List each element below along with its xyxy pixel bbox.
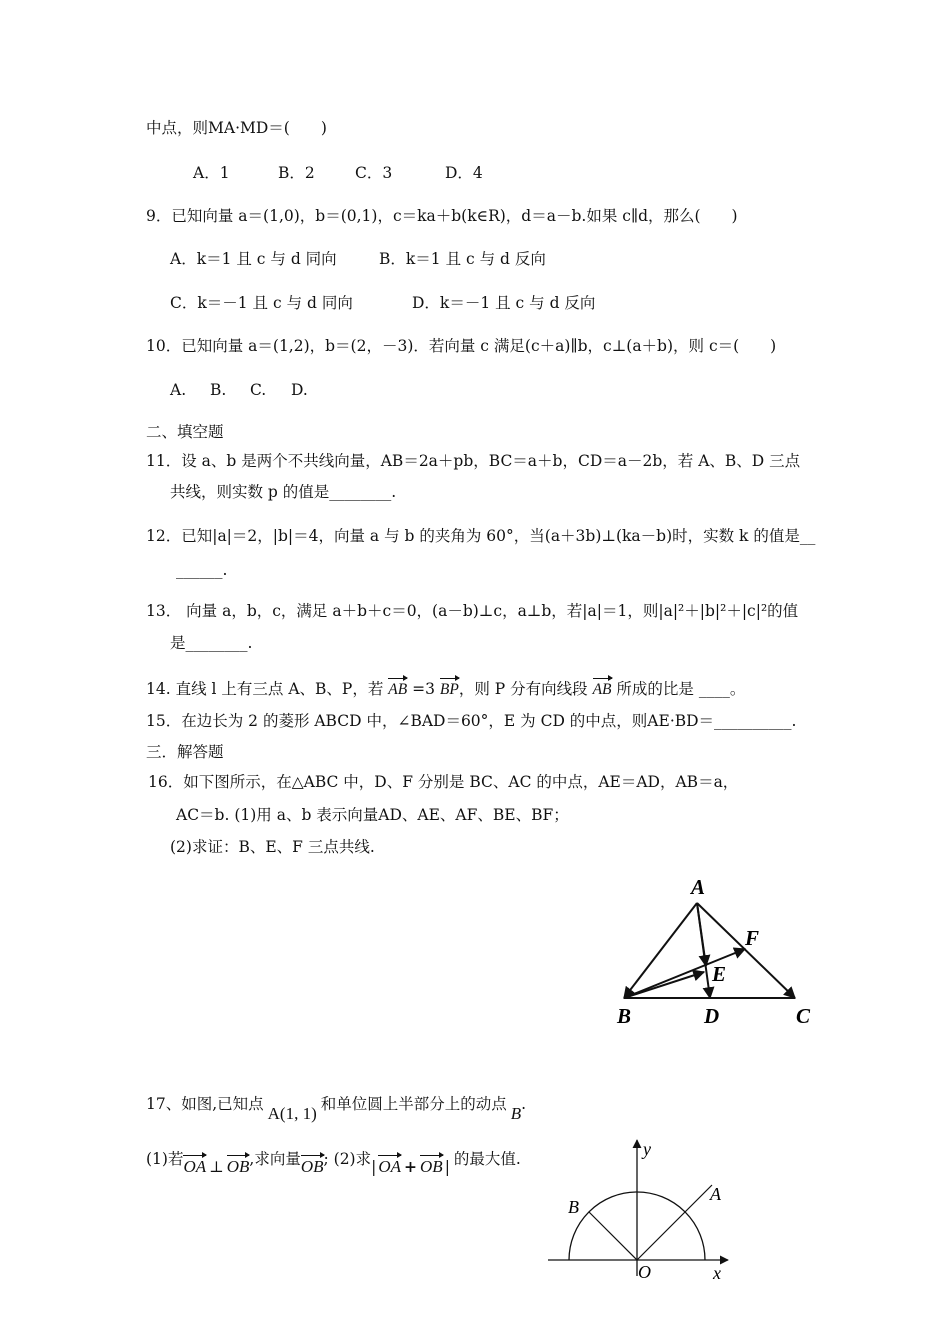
q17-text-end: .	[521, 1095, 527, 1113]
q17-l2-mid2: ; (2)求	[323, 1150, 372, 1168]
segment-ob	[589, 1212, 637, 1260]
q10-stem: 10．已知向量 a＝(1,2)，b＝(2，－3)．若向量 c 满足(c＋a)∥b，c⊥(a＋b)，则 c＝( )	[146, 337, 777, 355]
vector-ob-2: OB	[301, 1153, 324, 1177]
label-b: B	[617, 1004, 632, 1028]
label-c: C	[796, 1004, 811, 1028]
label-d: D	[704, 1004, 720, 1028]
unit-circle-figure	[540, 1130, 750, 1290]
q12-line1: 12．已知|a|＝2，|b|＝4，向量 a 与 b 的夹角为 60°，当(a＋3b)⊥(ka－b)时，实数 k 的值是__	[146, 527, 816, 545]
vector-oa-2: OA	[378, 1153, 401, 1177]
q8-option-c: C．3	[355, 164, 393, 182]
q9-option-a: A．k＝1 且 c 与 d 同向	[170, 250, 337, 268]
q17-text-pre: 17、如图,已知点	[146, 1095, 264, 1113]
q17-l2-end: 的最大值.	[453, 1150, 521, 1168]
q10-option-b: B.	[210, 381, 227, 399]
q10-option-c: C.	[250, 381, 267, 399]
vector-oa: OA	[183, 1153, 206, 1177]
q10-option-d: D.	[291, 381, 308, 399]
perp-symbol: ⊥	[209, 1158, 224, 1176]
vector-ab: AB	[388, 676, 407, 700]
q17-line1	[146, 1094, 527, 1123]
q11-line1: 11．设 a、b 是两个不共线向量，AB＝2a＋pb，BC＝a＋b，CD＝a－2b，若 A、B、D 三点	[146, 452, 801, 470]
section-solve-title: 三．解答题	[146, 743, 224, 761]
q17-line2	[146, 1145, 521, 1176]
label-o: O	[638, 1262, 651, 1282]
q9-stem: 9．已知向量 a＝(1,0)，b＝(0,1)，c＝ka＋b(k∈R)，d＝a－b.如果 c∥d，那么( )	[146, 207, 738, 225]
q13-line2: 是________.	[170, 634, 253, 652]
q16-line2: AC＝b. (1)用 a、b 表示向量AD、AE、AF、BE、BF；	[176, 806, 569, 824]
q9-option-c: C．k＝－1 且 c 与 d 同向	[170, 294, 353, 312]
q8-option-d: D．4	[445, 164, 483, 182]
q8-option-b: B．2	[278, 164, 315, 182]
vector-ob-3: OB	[420, 1153, 443, 1177]
label-a: A	[710, 1184, 721, 1204]
q14-text-mid: =3	[407, 680, 440, 698]
q13-line1: 13． 向量 a，b，c，满足 a＋b＋c＝0，(a－b)⊥c，a⊥b，若|a|＝1，则|a|²＋|b|²＋|c|²的值	[146, 602, 799, 620]
q16-line1: 16．如下图所示，在△ABC 中，D、F 分别是 BC、AC 的中点，AE＝AD，AB＝a，	[148, 773, 739, 791]
label-e: E	[712, 962, 727, 986]
q14-line	[146, 676, 745, 700]
q16-line3: (2)求证：B、E、F 三点共线.	[170, 838, 375, 856]
q11-line2: 共线，则实数 p 的值是________.	[170, 483, 397, 501]
point-b: B	[510, 1104, 522, 1123]
vector-ab-2: AB	[593, 676, 612, 700]
q8-tail: 中点，则MA·MD＝( )	[146, 119, 327, 137]
segment-oa	[637, 1185, 712, 1260]
plus-symbol: +	[404, 1157, 418, 1176]
label-a: A	[691, 875, 706, 899]
vector-ob: OB	[227, 1153, 250, 1177]
point-a: A(1, 1)	[267, 1104, 317, 1123]
abs-right: |	[444, 1158, 450, 1176]
label-y: y	[643, 1139, 651, 1159]
q17-text-mid: 和单位圆上半部分上的动点	[320, 1095, 507, 1113]
q10-option-a: A.	[170, 381, 187, 399]
label-x: x	[713, 1263, 721, 1283]
q17-l2-mid: ,求向量	[249, 1150, 301, 1168]
q14-text-pre: 14. 直线 l 上有三点 A、B、P，若	[146, 680, 389, 698]
q17-l2-pre: (1)若	[146, 1150, 184, 1168]
abs-left: |	[371, 1158, 377, 1176]
q14-text-post: 所成的比是 ____。	[611, 680, 746, 698]
label-b: B	[568, 1197, 579, 1217]
q8-option-a: A．1	[193, 164, 230, 182]
vector-bp: BP	[440, 676, 459, 700]
label-f: F	[745, 926, 760, 950]
q9-option-d: D．k＝－1 且 c 与 d 反向	[412, 294, 596, 312]
section-fill-in-title: 二、填空题	[146, 423, 224, 441]
q9-option-b: B．k＝1 且 c 与 d 反向	[379, 250, 546, 268]
triangle-figure	[600, 868, 830, 1038]
vector-ae	[697, 903, 706, 966]
q15-stem: 15．在边长为 2 的菱形 ABCD 中，∠BAD＝60°，E 为 CD 的中点，则AE·BD＝__________.	[146, 712, 797, 730]
q14-text-mid2: ，则 P 分有向线段	[458, 680, 593, 698]
q12-line2: ______.	[176, 561, 228, 579]
